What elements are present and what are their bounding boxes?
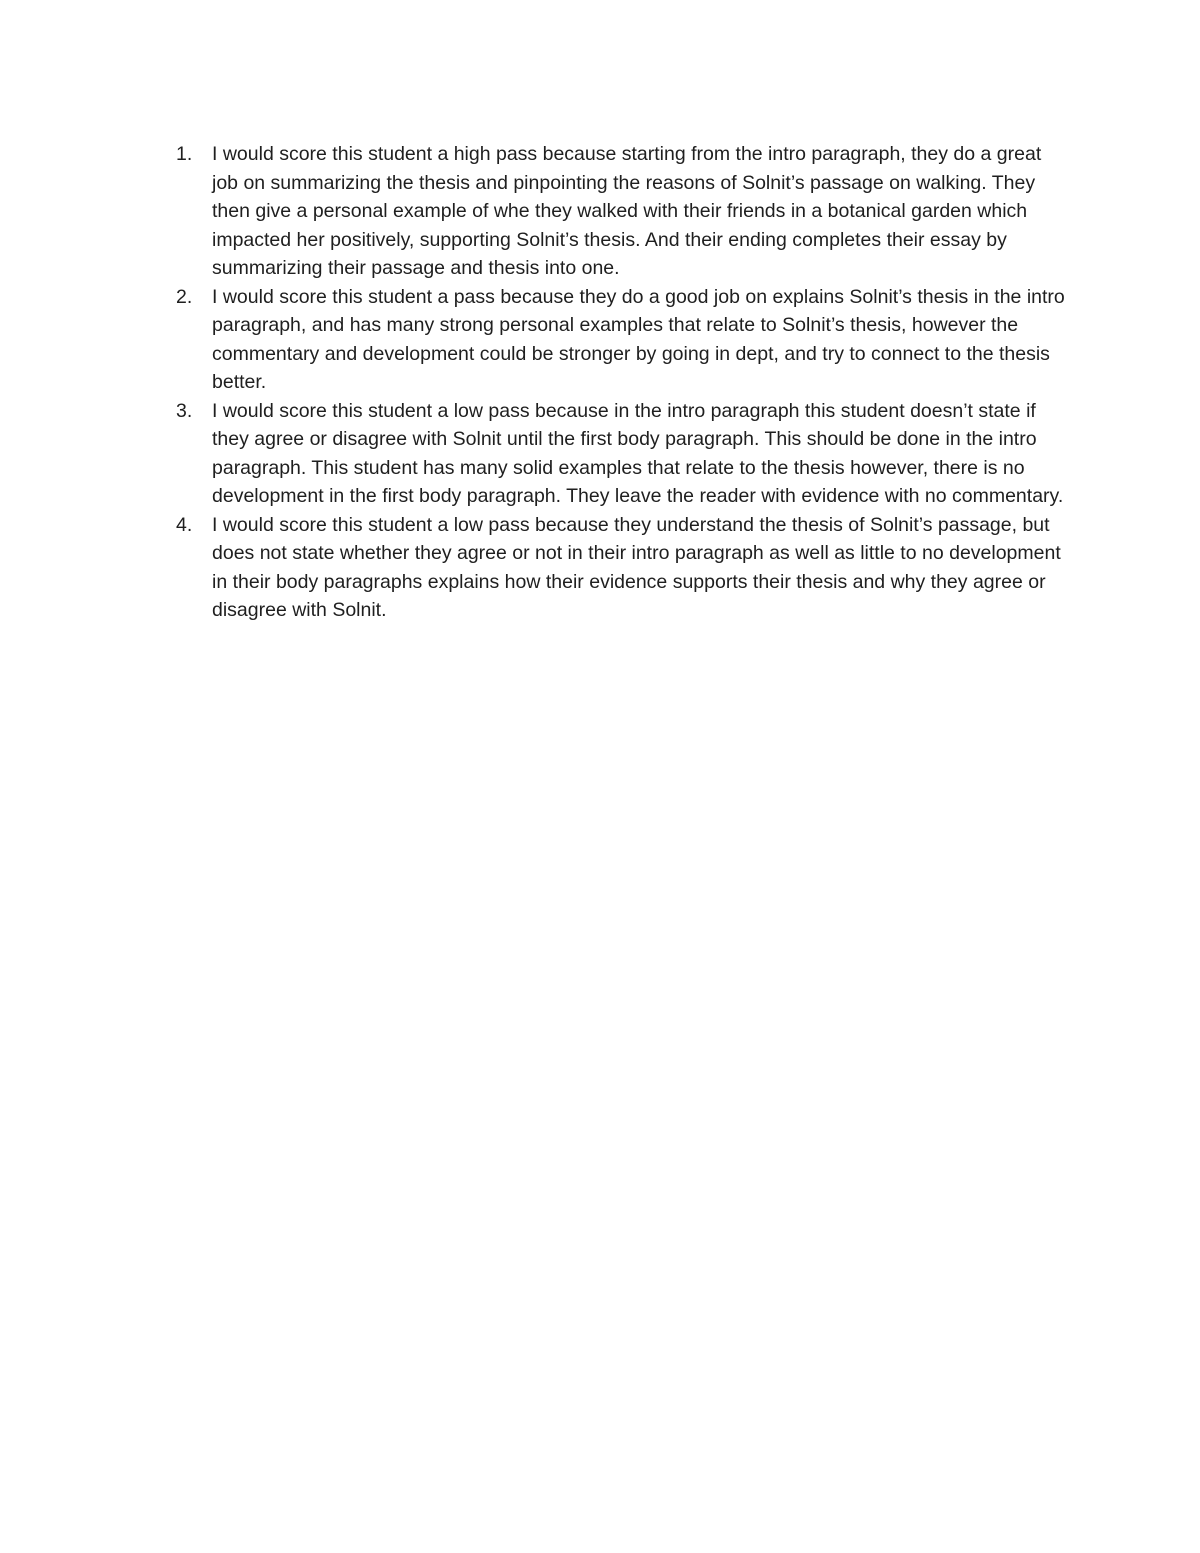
list-item-number: 4.	[176, 513, 193, 536]
list-item	[170, 397, 1070, 511]
list-item-text: I would score this student a low pass because in the intro paragraph this student doesn’t state if they agree or disagree with Solnit until the first body paragraph. This should be done in the intro paragraph. This student has many solid examples that relate to the thesis however, there is no development in the first body paragraph. They leave the reader with evidence with no commentary.	[212, 399, 1064, 507]
list-item-number: 1.	[176, 143, 193, 165]
list-item	[170, 283, 1070, 397]
list-item	[170, 140, 1070, 283]
list-item	[170, 511, 1070, 625]
list-item-text: I would score this student a low pass because they understand the thesis of Solnit’s passage, but does not state whether they agree or not in their intro paragraph as well as little to no development in their body paragraphs explains how their evidence supports their thesis and why they agree or disagree with Solnit.	[212, 513, 1061, 621]
list-item-number: 3.	[176, 399, 193, 422]
list-item-number: 2.	[176, 285, 193, 308]
list-item-text: I would score this student a pass because they do a good job on explains Solnit’s thesis in the intro paragraph, and has many strong personal examples that relate to Solnit’s thesis, however the commentary and development could be stronger by going in dept, and try to connect to the thesis better.	[212, 285, 1065, 393]
scoring-list	[170, 140, 1070, 625]
list-item-text: I would score this student a high pass because starting from the intro paragraph, they do a great job on summarizing the thesis and pinpointing the reasons of Solnit’s passage on walking. They then give a personal example of whe they walked with their friends in a botanical garden which impacted her positively, supporting Solnit’s thesis. And their ending completes their essay by summarizing their passage and thesis into one.	[212, 143, 1042, 279]
